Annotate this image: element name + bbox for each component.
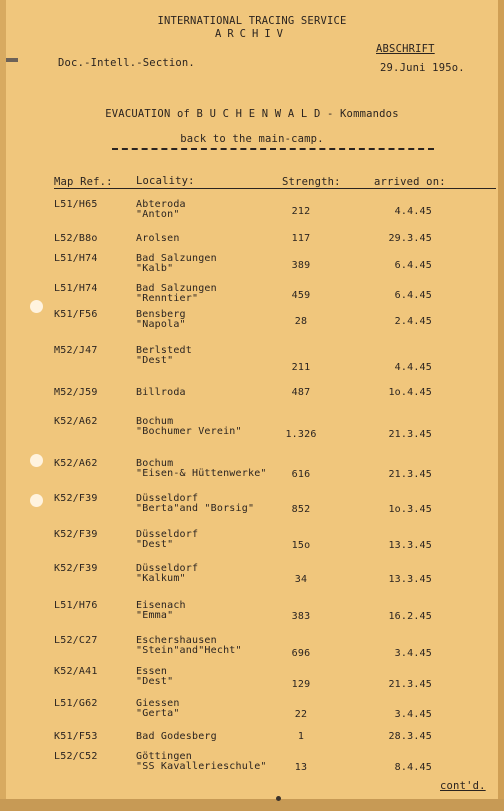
row-map-ref: K52/A62 <box>54 416 98 427</box>
row-strength: 34 <box>294 574 308 585</box>
row-locality: Bad Salzungen <box>136 253 217 264</box>
page-edge-left <box>0 0 6 811</box>
row-locality: Abteroda <box>136 199 186 210</box>
punch-hole-icon <box>30 454 43 467</box>
row-locality-detail: "Kalkum" <box>136 573 186 584</box>
header-rule <box>54 188 496 189</box>
row-locality: Eschershausen <box>136 635 217 646</box>
row-strength: 1.326 <box>285 429 317 440</box>
page-edge-right <box>498 0 504 811</box>
row-locality-detail: "Gerta" <box>136 708 180 719</box>
row-arrival-date: 1o.3.45 <box>388 504 432 515</box>
row-arrival-date: 29.3.45 <box>388 233 432 244</box>
row-strength: 211 <box>291 362 311 373</box>
row-locality: Bad Salzungen <box>136 283 217 294</box>
column-header-strength: Strength: <box>282 176 341 188</box>
row-locality: Düsseldorf <box>136 529 199 540</box>
row-strength: 459 <box>291 290 311 301</box>
row-arrival-date: 28.3.45 <box>388 731 432 742</box>
row-arrival-date: 3.4.45 <box>394 709 432 720</box>
row-locality: Essen <box>136 666 168 677</box>
row-map-ref: K52/A62 <box>54 458 98 469</box>
row-arrival-date: 1o.4.45 <box>388 387 432 398</box>
row-map-ref: L51/H74 <box>54 253 98 264</box>
row-locality-detail: "Dest" <box>136 676 174 687</box>
row-locality-detail: "Eisen-& Hüttenwerke" <box>136 468 267 479</box>
row-arrival-date: 16.2.45 <box>388 611 432 622</box>
column-header-map-ref: Map Ref.: <box>54 176 113 188</box>
archive-label: ARCHIV <box>215 28 289 40</box>
ink-dot <box>276 796 281 801</box>
row-map-ref: L51/H76 <box>54 600 98 611</box>
section-name: Doc.-Intell.-Section. <box>58 57 195 69</box>
row-arrival-date: 6.4.45 <box>394 260 432 271</box>
row-strength: 15o <box>291 540 311 551</box>
row-locality-detail: "Renntier" <box>136 293 199 304</box>
row-strength: 212 <box>291 206 311 217</box>
row-strength: 28 <box>294 316 308 327</box>
copy-mark: ABSCHRIFT <box>376 43 435 55</box>
row-locality: Bochum <box>136 416 174 427</box>
row-arrival-date: 2.4.45 <box>394 316 432 327</box>
row-map-ref: K51/F56 <box>54 309 98 320</box>
row-map-ref: K51/F53 <box>54 731 98 742</box>
row-locality: Eisenach <box>136 600 186 611</box>
row-map-ref: M52/J59 <box>54 387 98 398</box>
row-strength: 13 <box>294 762 308 773</box>
column-header-locality: Locality: <box>136 175 195 187</box>
row-arrival-date: 13.3.45 <box>388 574 432 585</box>
row-strength: 117 <box>291 233 311 244</box>
document-date: 29.Juni 195o. <box>380 62 465 74</box>
row-arrival-date: 6.4.45 <box>394 290 432 301</box>
row-locality: Düsseldorf <box>136 563 199 574</box>
row-strength: 129 <box>291 679 311 690</box>
row-locality: Göttingen <box>136 751 192 762</box>
row-strength: 22 <box>294 709 308 720</box>
row-locality-detail: "Kalb" <box>136 263 174 274</box>
row-locality-detail: "Dest" <box>136 355 174 366</box>
row-arrival-date: 4.4.45 <box>394 206 432 217</box>
row-strength: 696 <box>291 648 311 659</box>
row-map-ref: L52/B8o <box>54 233 98 244</box>
org-name: INTERNATIONAL TRACING SERVICE <box>157 15 347 27</box>
row-locality: Berlstedt <box>136 345 192 356</box>
row-locality: Giessen <box>136 698 180 709</box>
title-underline <box>112 148 434 150</box>
row-locality-detail: "Dest" <box>136 539 174 550</box>
row-strength: 852 <box>291 504 311 515</box>
row-arrival-date: 21.3.45 <box>388 429 432 440</box>
row-map-ref: L52/C52 <box>54 751 98 762</box>
row-strength: 487 <box>291 387 311 398</box>
punch-hole-icon <box>30 494 43 507</box>
row-locality: Bochum <box>136 458 174 469</box>
row-strength: 389 <box>291 260 311 271</box>
row-locality: Bad Godesberg <box>136 731 217 742</box>
row-map-ref: L51/H74 <box>54 283 98 294</box>
row-arrival-date: 4.4.45 <box>394 362 432 373</box>
row-map-ref: L51/H65 <box>54 199 98 210</box>
document-subtitle: back to the main-camp. <box>180 133 324 145</box>
row-map-ref: K52/F39 <box>54 529 98 540</box>
row-locality-detail: "Berta"and "Borsig" <box>136 503 255 514</box>
page-edge-bottom <box>0 799 504 811</box>
continued-note: cont'd. <box>440 780 486 792</box>
row-locality-detail: "SS Kavallerieschule" <box>136 761 267 772</box>
row-locality: Arolsen <box>136 233 180 244</box>
row-locality-detail: "Napola" <box>136 319 186 330</box>
row-locality-detail: "Anton" <box>136 209 180 220</box>
row-locality: Düsseldorf <box>136 493 199 504</box>
row-arrival-date: 21.3.45 <box>388 679 432 690</box>
row-arrival-date: 8.4.45 <box>394 762 432 773</box>
row-arrival-date: 13.3.45 <box>388 540 432 551</box>
row-map-ref: K52/F39 <box>54 493 98 504</box>
punch-hole-icon <box>30 300 43 313</box>
column-header-arrived: arrived on: <box>374 176 446 188</box>
document-title: EVACUATION of B U C H E N W A L D - Kommandos <box>105 108 399 120</box>
row-map-ref: L51/G62 <box>54 698 98 709</box>
row-map-ref: M52/J47 <box>54 345 98 356</box>
margin-mark <box>6 58 18 62</box>
row-strength: 383 <box>291 611 311 622</box>
row-locality-detail: "Stein"and"Hecht" <box>136 645 242 656</box>
row-locality-detail: "Bochumer Verein" <box>136 426 242 437</box>
row-map-ref: L52/C27 <box>54 635 98 646</box>
row-locality: Billroda <box>136 387 186 398</box>
row-map-ref: K52/F39 <box>54 563 98 574</box>
row-locality: Bensberg <box>136 309 186 320</box>
row-locality-detail: "Emma" <box>136 610 174 621</box>
row-strength: 616 <box>291 469 311 480</box>
row-map-ref: K52/A41 <box>54 666 98 677</box>
row-arrival-date: 3.4.45 <box>394 648 432 659</box>
row-strength: 1 <box>297 731 305 742</box>
row-arrival-date: 21.3.45 <box>388 469 432 480</box>
